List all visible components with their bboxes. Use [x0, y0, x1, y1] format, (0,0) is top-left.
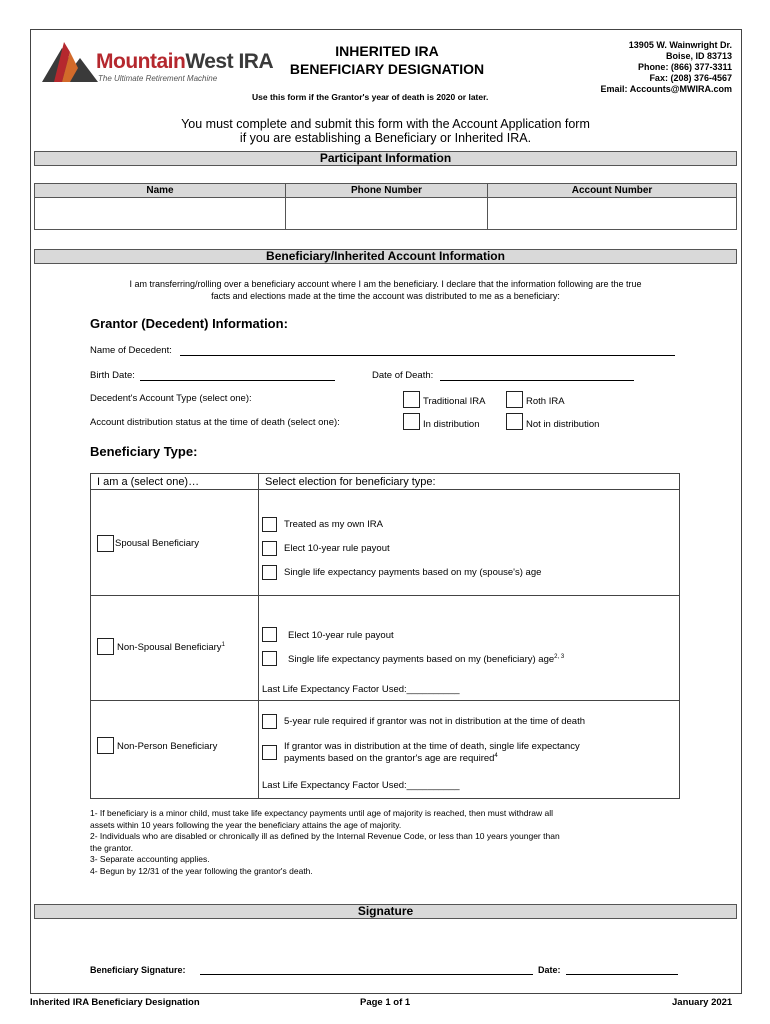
spousal-10-year-label: Elect 10-year rule payout	[284, 543, 390, 554]
beneficiary-signature-field[interactable]	[200, 974, 533, 975]
beneficiary-type-col2-header	[258, 473, 680, 490]
participant-col-account: Account Number	[488, 184, 737, 198]
participant-col-name: Name	[35, 184, 286, 198]
spousal-beneficiary-checkbox[interactable]	[97, 535, 114, 552]
signature-date-label: Date:	[538, 965, 561, 975]
intro-line-2: if you are establishing a Beneficiary or Inherited IRA.	[239, 131, 532, 145]
roth-ira-label: Roth IRA	[526, 396, 565, 407]
death-date-field[interactable]	[440, 380, 634, 381]
participant-phone-field[interactable]	[286, 198, 488, 230]
footer-date: January 2021	[672, 997, 733, 1008]
participant-col-phone: Phone Number	[286, 184, 488, 198]
non-spousal-beneficiary-label	[117, 642, 225, 653]
logo-brand-secondary: West IRA	[185, 50, 274, 73]
death-date-label: Date of Death:	[372, 370, 434, 381]
five-year-rule-label: 5-year rule required if grantor was not in distribution at the time of death	[284, 716, 585, 727]
birth-date-label: Birth Date:	[90, 370, 135, 381]
logo-wordmark	[96, 50, 273, 74]
signature-heading: Signature	[34, 904, 737, 919]
grantor-age-text: payments based on the grantor's age are required	[284, 753, 495, 765]
beneficiary-info-heading: Beneficiary/Inherited Account Information	[34, 249, 737, 264]
birth-date-field[interactable]	[140, 380, 335, 381]
non-person-factor-used[interactable]: Last Life Expectancy Factor Used:__________	[262, 780, 460, 791]
non-spousal-10-year-label: Elect 10-year rule payout	[288, 630, 394, 641]
in-distribution-checkbox[interactable]	[403, 413, 420, 430]
beneficiary-type-heading: Beneficiary Type:	[90, 444, 198, 459]
traditional-ira-label: Traditional IRA	[423, 396, 486, 407]
participant-account-field[interactable]	[488, 198, 737, 230]
grantor-age-life-expectancy-checkbox[interactable]	[262, 745, 277, 760]
footnote-line: assets within 10 years following the year the beneficiary attains the age of majority.	[90, 819, 402, 830]
in-distribution-label: In distribution	[423, 419, 480, 430]
participant-name-field[interactable]	[35, 198, 286, 230]
non-spousal-factor-used[interactable]: Last Life Expectancy Factor Used:__________	[262, 684, 460, 695]
spousal-life-expectancy-label: Single life expectancy payments based on my (spouse's) age	[284, 567, 542, 578]
col1-header-text: I am a (select one)…	[97, 476, 200, 488]
non-spousal-election-footnote-ref: 2, 3	[554, 654, 565, 660]
spousal-life-expectancy-checkbox[interactable]	[262, 565, 277, 580]
footer-page-number: Page 1 of 1	[360, 997, 411, 1008]
signature-date-field[interactable]	[566, 974, 678, 975]
footnote-line: 1- If beneficiary is a minor child, must take life expectancy payments until age of majority is reached, then must withdraw all	[90, 808, 553, 818]
distribution-status-label: Account distribution status at the time of death (select one):	[90, 417, 340, 428]
address-fax: Fax: (208) 376-4567	[649, 73, 732, 83]
title-line-1: INHERITED IRA	[335, 43, 439, 59]
beneficiary-signature-label: Beneficiary Signature:	[90, 965, 186, 975]
non-spousal-10-year-checkbox[interactable]	[262, 627, 277, 642]
logo-brand-primary: Mountain	[96, 50, 186, 73]
decedent-name-field[interactable]	[180, 355, 675, 356]
not-in-distribution-checkbox[interactable]	[506, 413, 523, 430]
grantor-heading: Grantor (Decedent) Information:	[90, 316, 288, 331]
grantor-age-life-expectancy-label-2	[284, 753, 498, 764]
intro-line-1: You must complete and submit this form with the Account Application form	[181, 117, 590, 131]
participant-table	[34, 183, 737, 230]
treated-as-own-checkbox[interactable]	[262, 517, 277, 532]
address-street: 13905 W. Wainwright Dr.	[628, 40, 732, 50]
non-spousal-life-expectancy-label	[288, 654, 564, 665]
footer-form-name: Inherited IRA Beneficiary Designation	[30, 997, 200, 1008]
mountain-logo-icon	[40, 38, 100, 84]
non-person-beneficiary-checkbox[interactable]	[97, 737, 114, 754]
address-email: Email: Accounts@MWIRA.com	[600, 84, 732, 94]
beneficiary-type-col1-header	[90, 473, 259, 490]
traditional-ira-checkbox[interactable]	[403, 391, 420, 408]
footnote-line: the grantor.	[90, 842, 134, 853]
form-usage-note: Use this form if the Grantor's year of death is 2020 or later.	[252, 92, 489, 102]
spousal-10-year-checkbox[interactable]	[262, 541, 277, 556]
company-logo	[40, 38, 274, 90]
form-title	[262, 42, 512, 78]
five-year-rule-checkbox[interactable]	[262, 714, 277, 729]
title-line-2: BENEFICIARY DESIGNATION	[289, 61, 485, 77]
company-address	[560, 40, 732, 95]
footnotes	[90, 808, 690, 877]
address-city: Boise, ID 83713	[665, 51, 732, 61]
non-person-footnote-ref: 4	[494, 753, 498, 759]
spousal-beneficiary-label: Spousal Beneficiary	[115, 538, 199, 549]
decedent-name-label: Name of Decedent:	[90, 345, 172, 356]
col2-header-text: Select election for beneficiary type:	[265, 476, 436, 488]
logo-tagline: The Ultimate Retirement Machine	[98, 74, 218, 83]
not-in-distribution-label: Not in distribution	[526, 419, 600, 430]
intro-text	[34, 117, 737, 145]
non-spousal-label-text: Non-Spousal Beneficiary	[117, 642, 222, 654]
non-spousal-life-expectancy-text: Single life expectancy payments based on my (beneficiary) age	[288, 654, 555, 666]
non-spousal-life-expectancy-checkbox[interactable]	[262, 651, 277, 666]
grantor-age-life-expectancy-label-1: If grantor was in distribution at the time of death, single life expectancy	[284, 741, 580, 752]
treated-as-own-label: Treated as my own IRA	[284, 519, 383, 530]
statement-line-2: facts and elections made at the time the account was distributed to me as a beneficiary:	[211, 291, 560, 301]
address-phone: Phone: (866) 377-3311	[637, 62, 732, 72]
footnote-line: 4- Begun by 12/31 of the year following the grantor's death.	[90, 865, 313, 876]
account-type-label: Decedent's Account Type (select one):	[90, 393, 252, 404]
non-person-beneficiary-label: Non-Person Beneficiary	[117, 741, 218, 752]
roth-ira-checkbox[interactable]	[506, 391, 523, 408]
participant-info-heading: Participant Information	[34, 151, 737, 166]
non-spousal-beneficiary-checkbox[interactable]	[97, 638, 114, 655]
footnote-line: 3- Separate accounting applies.	[90, 854, 210, 864]
beneficiary-statement	[34, 278, 737, 302]
non-spousal-footnote-ref: 1	[221, 642, 225, 648]
statement-line-1: I am transferring/rolling over a beneficiary account where I am the beneficiary. I declare that the information following are the true	[129, 279, 642, 289]
footnote-line: 2- Individuals who are disabled or chronically ill as defined by the Internal Revenue Code, or less than 10 years younger than	[90, 831, 560, 841]
